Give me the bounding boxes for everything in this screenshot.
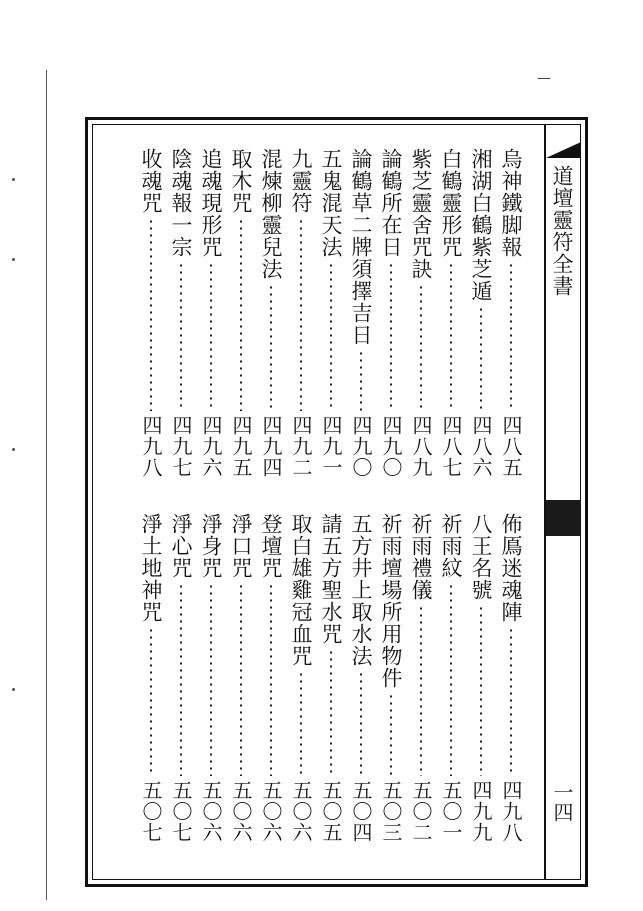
toc-entry-title: 祈雨禮儀 xyxy=(409,513,433,601)
toc-entry-page: 五〇七 xyxy=(169,780,193,843)
toc-entry-title: 五鬼混天法 xyxy=(319,148,343,258)
toc-entry-title: 淨口咒 xyxy=(229,513,253,579)
dot-leader xyxy=(360,350,362,411)
toc-entry-page: 四九四 xyxy=(259,415,283,478)
scan-speck xyxy=(12,178,15,181)
toc-entry-page: 四九八 xyxy=(139,415,163,478)
toc-entry xyxy=(256,513,286,843)
toc-entry xyxy=(376,148,406,478)
toc-entry xyxy=(256,148,286,478)
toc-column xyxy=(346,148,376,865)
dot-leader xyxy=(450,262,452,411)
dot-leader xyxy=(390,693,392,776)
scan-speck xyxy=(12,448,15,451)
toc-entry-title: 白鶴靈形咒 xyxy=(439,148,463,258)
toc-entry xyxy=(346,148,376,478)
toc-entry-page: 五〇六 xyxy=(259,780,283,843)
toc-entry xyxy=(226,148,256,478)
dot-leader xyxy=(480,605,482,776)
dot-leader xyxy=(510,627,512,776)
toc-entry-title: 淨心咒 xyxy=(169,513,193,579)
toc-entry-title: 淨身咒 xyxy=(199,513,223,579)
toc-entry-page: 五〇六 xyxy=(199,780,223,843)
toc-entry xyxy=(466,513,496,843)
toc-entry xyxy=(436,513,466,843)
toc-entry xyxy=(496,148,526,478)
toc-entry xyxy=(286,148,316,478)
toc-entry xyxy=(166,513,196,843)
toc-entry xyxy=(316,513,346,843)
dot-leader xyxy=(210,262,212,411)
dot-leader xyxy=(150,627,152,776)
toc-entry-page: 五〇五 xyxy=(319,780,343,843)
dot-leader xyxy=(420,284,422,411)
dot-leader xyxy=(270,583,272,776)
toc-entry-title: 論鶴草二牌須擇吉日 xyxy=(349,148,373,346)
page-number: 一四 xyxy=(550,782,574,822)
toc-column xyxy=(256,148,286,865)
toc-entry-page: 四九二 xyxy=(289,415,313,478)
toc-column xyxy=(466,148,496,865)
toc-column xyxy=(316,148,346,865)
toc-column xyxy=(166,148,196,865)
dot-leader xyxy=(150,218,152,411)
toc-column xyxy=(436,148,466,865)
toc-entry xyxy=(346,513,376,843)
dot-leader xyxy=(390,262,392,411)
dot-leader xyxy=(510,262,512,411)
toc-column xyxy=(376,148,406,865)
toc-entry xyxy=(376,513,406,843)
toc-entry-page: 四八九 xyxy=(409,415,433,478)
toc-entry-page: 四九〇 xyxy=(379,415,403,478)
scan-speck xyxy=(12,688,15,691)
toc-entry-title: 淨土地神咒 xyxy=(139,513,163,623)
dot-leader xyxy=(360,671,362,776)
toc-entry-title: 混煉柳靈兒法 xyxy=(259,148,283,280)
toc-entry xyxy=(406,513,436,843)
toc-entry-title: 取白雄雞冠血咒 xyxy=(289,513,313,667)
toc-entry xyxy=(496,513,526,843)
toc-entry xyxy=(196,513,226,843)
toc-entry-page: 四九八 xyxy=(499,780,523,843)
toc-entry-page: 五〇一 xyxy=(439,780,463,843)
dot-leader xyxy=(240,218,242,411)
toc-entry-title: 湘湖白鶴紫芝遁 xyxy=(469,148,493,302)
toc-column xyxy=(496,148,526,865)
toc-entry xyxy=(466,148,496,478)
dot-leader xyxy=(300,671,302,776)
toc-entry-page: 四八五 xyxy=(499,415,523,478)
toc-column xyxy=(286,148,316,865)
toc-entry xyxy=(436,148,466,478)
toc-entry-title: 收魂咒 xyxy=(139,148,163,214)
toc-entry-page: 四九九 xyxy=(469,780,493,843)
dot-leader xyxy=(180,262,182,411)
book-title: 道壇靈符全書 xyxy=(550,165,574,297)
toc-entry-page: 四八六 xyxy=(469,415,493,478)
toc-entry-title: 請五方聖水咒 xyxy=(319,513,343,645)
toc-entry-page: 四九六 xyxy=(199,415,223,478)
scan-margin-line xyxy=(46,70,47,900)
table-of-contents xyxy=(126,148,526,865)
toc-entry xyxy=(226,513,256,843)
dot-leader xyxy=(210,583,212,776)
toc-entry xyxy=(136,148,166,478)
dot-leader xyxy=(270,284,272,411)
dot-leader xyxy=(240,583,242,776)
toc-entry-page: 五〇二 xyxy=(409,780,433,843)
toc-entry-title: 佈鳫迷魂陣 xyxy=(499,513,523,623)
scan-speck xyxy=(12,258,15,261)
fish-tail-mark-middle xyxy=(546,500,581,536)
scan-mark xyxy=(538,78,550,79)
toc-entry-title: 五方井上取水法 xyxy=(349,513,373,667)
dot-leader xyxy=(180,583,182,776)
toc-column xyxy=(406,148,436,865)
dot-leader xyxy=(420,605,422,776)
toc-entry-page: 四九五 xyxy=(229,415,253,478)
toc-column xyxy=(196,148,226,865)
toc-entry-page: 五〇七 xyxy=(139,780,163,843)
toc-entry-title: 論鶴所在日 xyxy=(379,148,403,258)
dot-leader xyxy=(330,649,332,776)
toc-entry-page: 五〇六 xyxy=(229,780,253,843)
toc-column xyxy=(226,148,256,865)
toc-entry-title: 陰魂報一宗 xyxy=(169,148,193,258)
toc-entry xyxy=(406,148,436,478)
toc-entry xyxy=(286,513,316,843)
toc-entry-page: 四九〇 xyxy=(349,415,373,478)
toc-entry-title: 烏神鐵脚報 xyxy=(499,148,523,258)
toc-entry-title: 紫芝靈舍咒訣 xyxy=(409,148,433,280)
toc-entry-title: 取木咒 xyxy=(229,148,253,214)
toc-entry xyxy=(316,148,346,478)
toc-entry xyxy=(136,513,166,843)
toc-entry-page: 五〇六 xyxy=(289,780,313,843)
toc-entry-title: 祈雨紋 xyxy=(439,513,463,579)
toc-entry-title: 八王名號 xyxy=(469,513,493,601)
toc-entry-page: 五〇四 xyxy=(349,780,373,843)
dot-leader xyxy=(480,306,482,411)
dot-leader xyxy=(330,262,332,411)
toc-entry-page: 四九一 xyxy=(319,415,343,478)
toc-entry-page: 五〇三 xyxy=(379,780,403,843)
toc-entry-page: 四九七 xyxy=(169,415,193,478)
toc-entry-page: 四八七 xyxy=(439,415,463,478)
toc-entry xyxy=(196,148,226,478)
dot-leader xyxy=(450,583,452,776)
toc-entry xyxy=(166,148,196,478)
toc-entry-title: 九靈符 xyxy=(289,148,313,214)
toc-entry-title: 追魂現形咒 xyxy=(199,148,223,258)
toc-entry-title: 登壇咒 xyxy=(259,513,283,579)
toc-entry-title: 祈雨壇場所用物件 xyxy=(379,513,403,689)
toc-column xyxy=(136,148,166,865)
dot-leader xyxy=(300,218,302,411)
